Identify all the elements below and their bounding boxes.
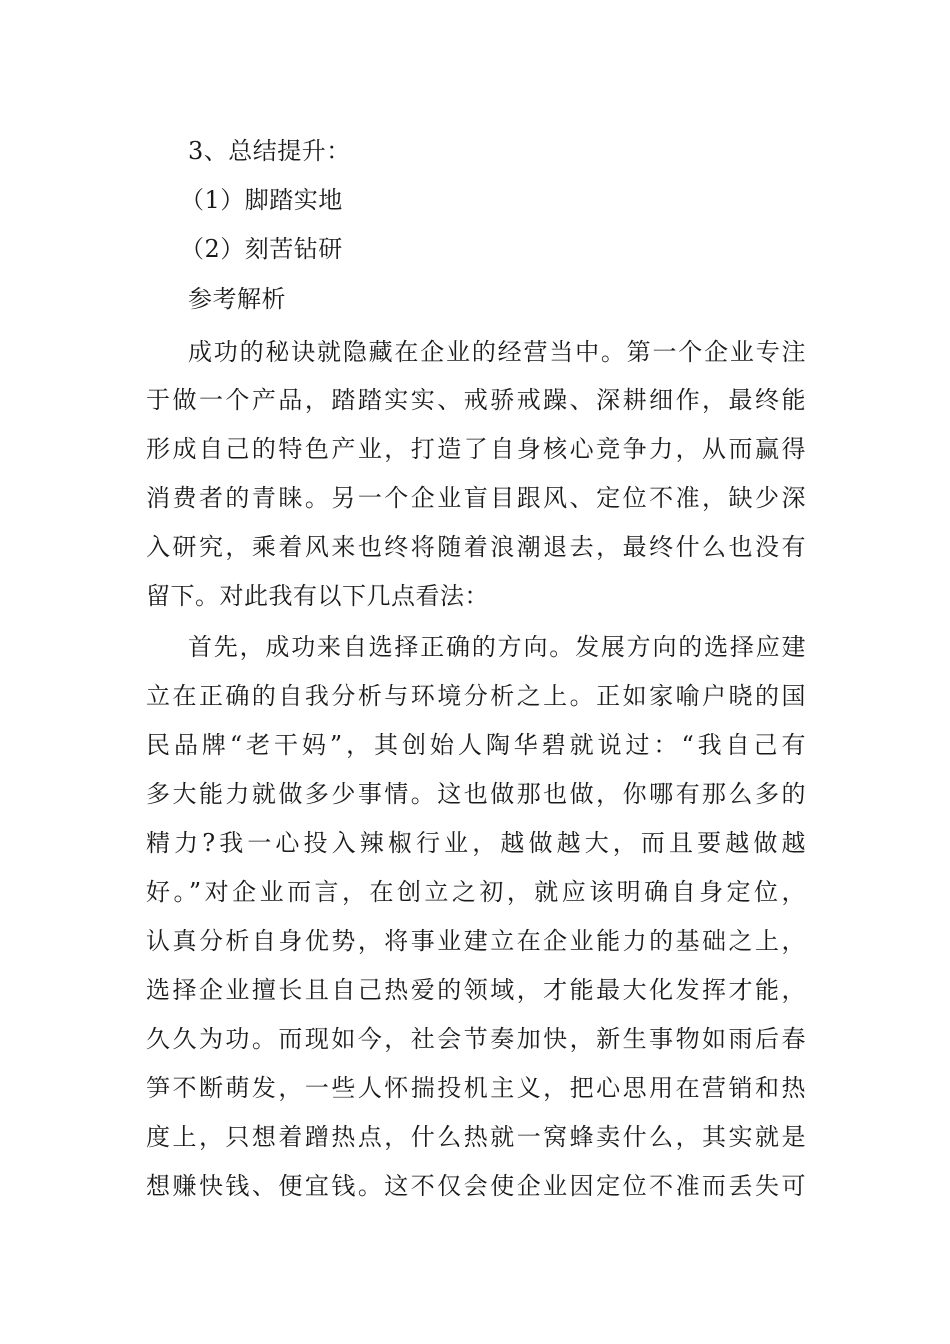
point-item: （2）刻苦钻研: [180, 235, 343, 263]
paragraph-line: 成功的秘诀就隐藏在企业的经营当中。第一个企业专注: [188, 338, 806, 366]
point-item: （1）脚踏实地: [180, 186, 343, 214]
paragraph-line: 笋不断萌发，一些人怀揣投机主义，把心思用在营销和热: [146, 1074, 806, 1102]
paragraph-line: 民品牌“老干妈”，其创始人陶华碧就说过：“我自己有: [146, 731, 806, 759]
paragraph-line: 形成自己的特色产业，打造了自身核心竞争力，从而赢得: [146, 435, 806, 463]
paragraph-line: 首先，成功来自选择正确的方向。发展方向的选择应建: [188, 633, 806, 661]
analysis-title: 参考解析: [188, 285, 286, 313]
section-heading: 3、总结提升：: [188, 137, 351, 165]
paragraph-line: 选择企业擅长且自己热爱的领域，才能最大化发挥才能，: [146, 976, 806, 1004]
paragraph-line: 多大能力就做多少事情。这也做那也做，你哪有那么多的: [146, 780, 806, 808]
paragraph-line: 入研究，乘着风来也终将随着浪潮退去，最终什么也没有: [146, 533, 806, 561]
paragraph-line: 留下。对此我有以下几点看法：: [146, 582, 489, 610]
paragraph-line: 于做一个产品，踏踏实实、戒骄戒躁、深耕细作，最终能: [146, 386, 806, 414]
paragraph-line: 立在正确的自我分析与环境分析之上。正如家喻户晓的国: [146, 682, 806, 710]
paragraph-line: 度上，只想着蹭热点，什么热就一窝蜂卖什么，其实就是: [146, 1123, 806, 1151]
paragraph-line: 消费者的青睐。另一个企业盲目跟风、定位不准，缺少深: [146, 484, 806, 512]
paragraph-line: 想赚快钱、便宜钱。这不仅会使企业因定位不准而丢失可: [146, 1172, 806, 1200]
paragraph-line: 认真分析自身优势，将事业建立在企业能力的基础之上，: [146, 927, 806, 955]
paragraph-line: 好。”对企业而言，在创立之初，就应该明确自身定位，: [146, 878, 806, 906]
paragraph-line: 久久为功。而现如今，社会节奏加快，新生事物如雨后春: [146, 1025, 806, 1053]
paragraph-line: 精力?我一心投入辣椒行业，越做越大，而且要越做越: [146, 829, 806, 857]
